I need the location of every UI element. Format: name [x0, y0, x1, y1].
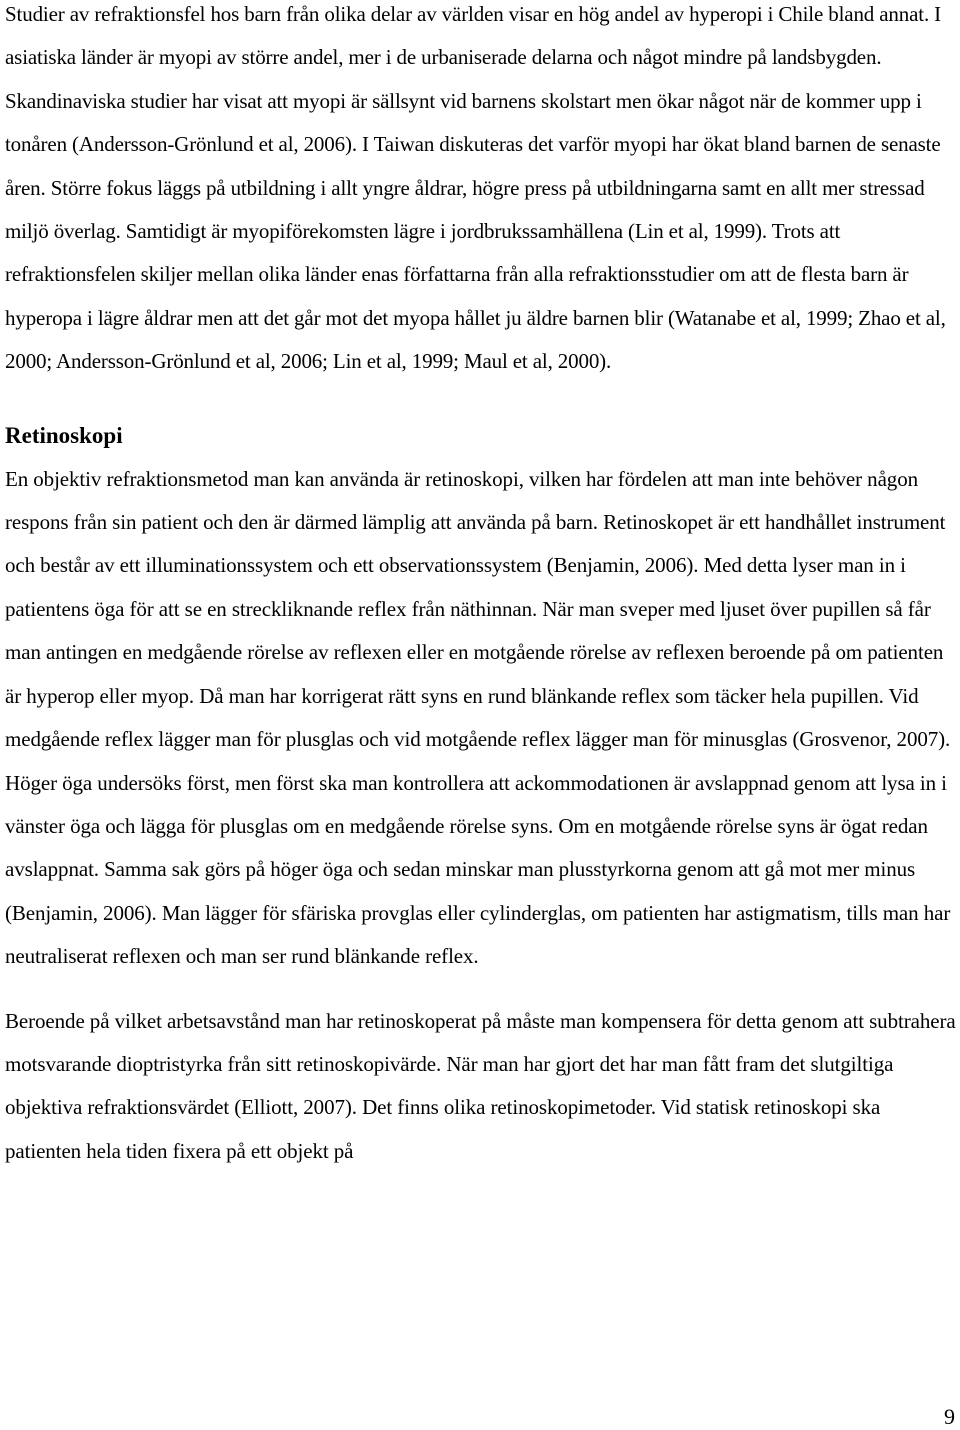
body-paragraph-refraction-studies: Studier av refraktionsfel hos barn från olika delar av världen visar en hög andel av hyperopi i Chile bland annat. I asiatiska länder är myopi av större andel, mer i de urbaniserade delarna och något mindre på landsbygden. Skandinaviska studier har visat att myopi är sällsynt vid barnens skolstart men ökar något när de kommer upp i tonåren (Andersson-Grönlund et al, 2006). I Taiwan diskuteras det varför myopi har ökat bland barnen de senaste åren. Större fokus läggs på utbildning i allt yngre åldrar, högre press på utbildningarna samt en allt mer stressad miljö överlag. Samtidigt är myopiförekomsten lägre i jordbrukssamhällena (Lin et al, 1999). Trots att refraktionsfelen skiljer mellan olika länder enas författarna från alla refraktionsstudier om att de flesta barn är hyperopa i lägre åldrar men att det går mot det myopa hållet ju äldre barnen blir (Watanabe et al, 1999; Zhao et al, 2000; Andersson-Grönlund et al, 2006; Lin et al, 1999; Maul et al, 2000).	[5, 2, 946, 374]
body-paragraph-retinoscopy-method: En objektiv refraktionsmetod man kan använda är retinoskopi, vilken har fördelen att man inte behöver någon respons från sin patient och den är därmed lämplig att använda på barn. Retinoskopet är ett handhållet instrument och består av ett illuminationssystem och ett observationssystem (Benjamin, 2006). Med detta lyser man in i patientens öga för att se en streckliknande reflex från näthinnan. När man sveper med ljuset över pupillen så får man antingen en medgående rörelse av reflexen eller en motgående rörelse av reflexen beroende på om patienten är hyperop eller myop. Då man har korrigerat rätt syns en rund blänkande reflex som täcker hela pupillen. Vid medgående reflex lägger man för plusglas och vid motgående reflex lägger man för minusglas (Grosvenor, 2007). Höger öga undersöks först, men först ska man kontrollera att ackommodationen är avslappnad genom att lysa in i vänster öga och lägga för plusglas om en medgående rörelse syns. Om en motgående rörelse syns är ögat redan avslappnat. Samma sak görs på höger öga och sedan minskar man plusstyrkorna genom att gå mot mer minus (Benjamin, 2006). Man lägger för sfäriska provglas eller cylinderglas, om patienten har astigmatism, tills man har neutraliserat reflexen och man ser rund blänkande reflex.	[5, 466, 951, 969]
document-page	[5, 0, 957, 1173]
section-heading-retinoskopi: Retinoskopi	[5, 422, 123, 448]
body-paragraph-working-distance: Beroende på vilket arbetsavstånd man har retinoskoperat på måste man kompensera för detta genom att subtrahera motsvarande dioptristyrka från sitt retinoskopivärde. När man har gjort det har man fått fram det slutgiltiga objektiva refraktionsvärdet (Elliott, 2007). Det finns olika retinoskopimetoder. Vid statisk retinoskopi ska patienten hela tiden fixera på ett objekt på	[5, 1008, 956, 1163]
page-number: 9	[944, 1404, 955, 1429]
